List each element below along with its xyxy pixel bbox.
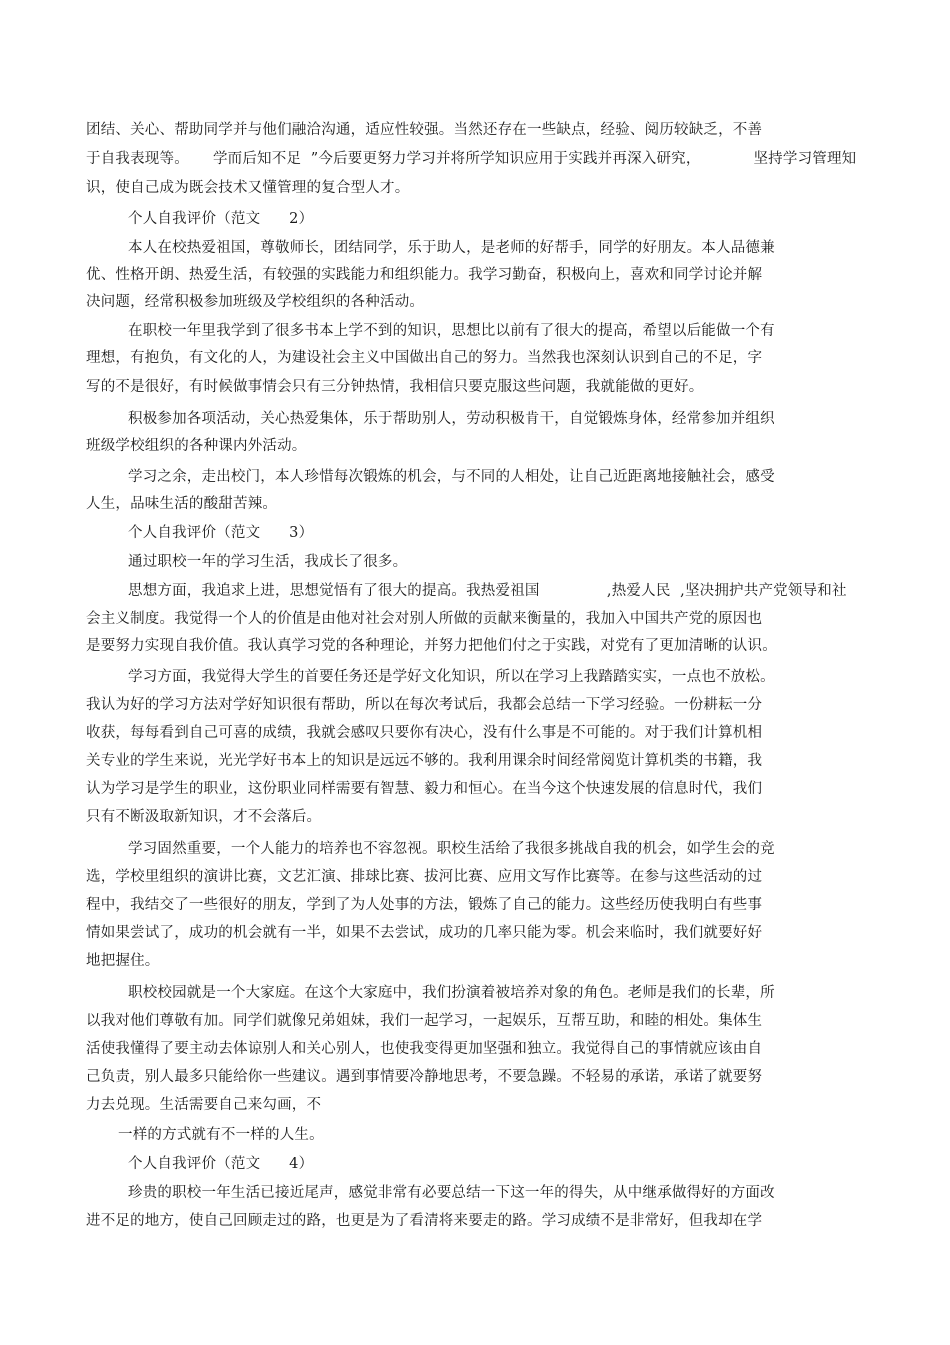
text-line: 职校校园就是一个大家庭。在这个大家庭中，我们扮演着被培养对象的角色。老师是我们的长辈，所 (128, 985, 775, 1001)
text-line: 只有不断汲取新知识，才不会落后。 (86, 809, 322, 825)
text-line: 写的不是很好，有时候做事情会只有三分钟热情，我相信只要克服这些问题，我就能做的更好。 (86, 379, 704, 395)
text-line: 积极参加各项活动，关心热爱集体，乐于帮助别人，劳动积极肯干，自觉锻炼身体，经常参加并组织 (128, 411, 775, 427)
text-line: 珍贵的职校一年生活已接近尾声，感觉非常有必要总结一下这一年的得失，从中继承做得好的方面改 (128, 1185, 775, 1201)
text-line: 关专业的学生来说，光光学好书本上的知识是远远不够的。我利用课余时间经常阅览计算机类的书籍，我 (86, 753, 763, 769)
text-line: 通过职校一年的学习生活，我成长了很多。 (128, 554, 408, 570)
text-line: 理想，有抱负，有文化的人，为建设社会主义中国做出自己的努力。当然我也深刻认识到自己的不足，字 (86, 350, 763, 366)
text-line: 于自我表现等。 学而后知不足 ”今后要更努力学习并将所学知识应用于实践并再深入研究， 坚持学习管理知 (86, 151, 857, 167)
text-line: 选，学校里组织的演讲比赛，文艺汇演、排球比赛、拔河比赛、应用文写作比赛等。在参与这些活动的过 (86, 869, 763, 885)
text-line: 学习之余，走出校门，本人珍惜每次锻炼的机会，与不同的人相处，让自己近距离地接触社会，感受 (128, 469, 775, 485)
section-heading: 个人自我评价（范文 3） (128, 525, 314, 541)
text-line: 力去兑现。生活需要自己来勾画，不 (86, 1097, 322, 1113)
text-line: 我认为好的学习方法对学好知识很有帮助，所以在每次考试后，我都会总结一下学习经验。一份耕耘一分 (86, 697, 763, 713)
section-heading: 个人自我评价（范文 2） (128, 211, 314, 227)
text-line: 学习方面，我觉得大学生的首要任务还是学好文化知识，所以在学习上我踏踏实实，一点也不放松。 (128, 669, 775, 685)
section-heading: 个人自我评价（范文 4） (128, 1156, 314, 1172)
text-line: 识，使自己成为既会技术又懂管理的复合型人才。 (86, 180, 410, 196)
text-line: 程中，我结交了一些很好的朋友，学到了为人处事的方法，锻炼了自己的能力。这些经历使我明白有些事 (86, 897, 763, 913)
text-line: 己负责，别人最多只能给你一些建议。遇到事情要冷静地思考，不要急躁。不轻易的承诺，承诺了就要努 (86, 1069, 763, 1085)
text-line: 一样的方式就有不一样的人生。 (118, 1127, 324, 1143)
text-line: 地把握住。 (86, 953, 160, 969)
text-line: 思想方面，我追求上进，思想觉悟有了很大的提高。我热爱祖国 ,热爱人民 ,坚决拥护共产党领导和社 (128, 583, 847, 599)
text-line: 本人在校热爱祖国，尊敬师长，团结同学，乐于助人，是老师的好帮手，同学的好朋友。本人品德兼 (128, 240, 775, 256)
text-line: 是要努力实现自我价值。我认真学习党的各种理论，并努力把他们付之于实践，对党有了更加清晰的认识。 (86, 638, 777, 654)
text-line: 以我对他们尊敬有加。同学们就像兄弟姐妹，我们一起学习，一起娱乐，互帮互助，和睦的相处。集体生 (86, 1013, 763, 1029)
text-line: 情如果尝试了，成功的机会就有一半，如果不去尝试，成功的几率只能为零。机会来临时，我们就要好好 (86, 925, 763, 941)
text-line: 团结、关心、帮助同学并与他们融洽沟通，适应性较强。当然还存在一些缺点，经验、阅历较缺乏，不善 (86, 122, 763, 138)
text-line: 学习固然重要，一个人能力的培养也不容忽视。职校生活给了我很多挑战自我的机会，如学生会的竞 (128, 841, 775, 857)
text-line: 在职校一年里我学到了很多书本上学不到的知识，思想比以前有了很大的提高，希望以后能做一个有 (128, 323, 775, 339)
text-line: 认为学习是学生的职业，这份职业同样需要有智慧、毅力和恒心。在当今这个快速发展的信息时代，我们 (86, 781, 763, 797)
text-line: 决问题，经常积极参加班级及学校组织的各种活动。 (86, 294, 425, 310)
text-line: 进不足的地方，使自己回顾走过的路，也更是为了看清将来要走的路。学习成绩不是非常好，但我却在学 (86, 1213, 763, 1229)
text-line: 会主义制度。我觉得一个人的价值是由他对社会对别人所做的贡献来衡量的，我加入中国共产党的原因也 (86, 611, 763, 627)
text-line: 活使我懂得了要主动去体谅别人和关心别人，也使我变得更加坚强和独立。我觉得自己的事情就应该由自 (86, 1041, 763, 1057)
text-line: 班级学校组织的各种课内外活动。 (86, 438, 307, 454)
text-line: 收获，每每看到自己可喜的成绩，我就会感叹只要你有决心，没有什么事是不可能的。对于我们计算机相 (86, 725, 763, 741)
text-line: 人生，品味生活的酸甜苦辣。 (86, 496, 278, 512)
text-line: 优、性格开朗、热爱生活，有较强的实践能力和组织能力。我学习勤奋，积极向上，喜欢和同学讨论并解 (86, 267, 763, 283)
